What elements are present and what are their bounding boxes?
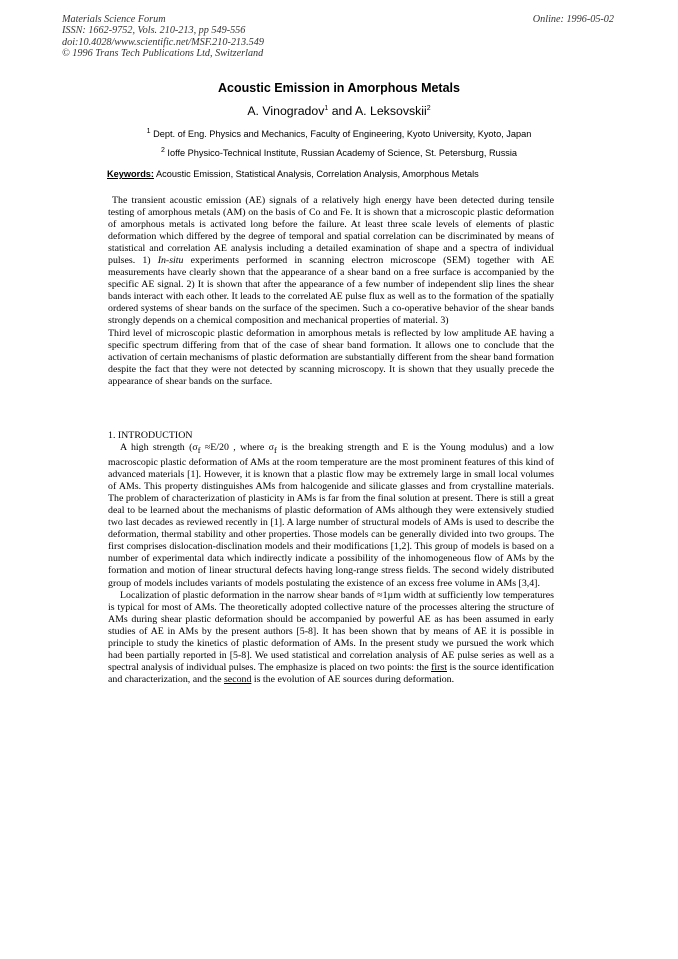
section-heading: 1. INTRODUCTION — [108, 430, 193, 441]
abstract-insitu: In-situ — [157, 255, 184, 267]
journal-name: Materials Science Forum — [62, 14, 166, 25]
abstract-text-2: experiments performed in scanning electron microscope (SEM) together with AE measurements have clearly shown that the appearance of a shear band on a free surface is accompanied by the specific AE signal. 2) It is shown that after the appearance of a few number of independent slip lines the shear bands interact with each other. It leads to the correlated AE pulse flux as well as to the formation of the spatially ordered systems of shear bands on the surface of the specimen. Such a co-operative behavior of the shear bands strongly depends on a chemical composition and mechanical properties of material. 3) — [108, 255, 554, 327]
keywords-label: Keywords: — [107, 169, 154, 179]
affiliation-1 — [0, 128, 678, 139]
keywords-line — [107, 169, 479, 179]
online-date: Online: 1996-05-02 — [532, 14, 614, 25]
author-1: A. Vinogradov — [247, 104, 325, 118]
journal-header — [62, 14, 392, 60]
intro-first-word: first — [431, 661, 447, 673]
intro-p1-text-b: ≈E/20 , where σ — [200, 442, 274, 454]
author-1-affil-mark: 1 — [324, 104, 329, 112]
abstract-paragraph-1 — [108, 195, 554, 328]
intro-p2-text-c: is the evolution of AE sources during deformation. — [251, 673, 455, 685]
intro-p2-text-b: is the source identification and characterization, and the — [108, 661, 554, 685]
sigma-sub-2: f — [274, 446, 277, 456]
affiliation-2 — [0, 147, 678, 158]
keywords-list: Acoustic Emission, Statistical Analysis, Correlation Analysis, Amorphous Metals — [153, 169, 479, 179]
abstract-paragraph-2: Third level of microscopic plastic deformation in amorphous metals is reflected by low amplitude AE having a specific spectrum differing from that of the case of shear band formation. It allows one to conclude that the activation of certain mechanisms of plastic deformation are substantially different from the shear band formation despite the fact that they were not detected by scanning microscopy. It is shown that they usually precede the appearance of shear bands on the surface. — [108, 327, 554, 387]
sigma-sub-1: f — [197, 446, 201, 456]
affil-1-mark: 1 — [146, 128, 151, 135]
intro-second-word: second — [223, 673, 252, 685]
affil-1-text: Dept. of Eng. Physics and Mechanics, Faculty of Engineering, Kyoto University, Kyoto, Japan — [150, 129, 532, 140]
paper-title: Acoustic Emission in Amorphous Metals — [218, 81, 460, 95]
abstract-text-1: The transient acoustic emission (AE) signals of a relatively high energy have been detected during tensile testing of amorphous metals (AM) on the basis of Co and Fe. It is shown that a microscopic plastic deformation of amorphous metals is activated long before the failure. At least three scale levels of elements of plastic deformation which differed by the degree of temporal and spatial correlation can be discriminated by means of statistical and correlation AE analysis including a detailed examination of shape and a spectra of individual pulses. 1) — [108, 195, 554, 267]
copyright-line: © 1996 Trans Tech Publications Ltd, Switzerland — [62, 48, 264, 60]
abstract — [108, 195, 554, 388]
author-2-affil-mark: 2 — [426, 104, 431, 112]
intro-paragraph-2 — [108, 590, 554, 686]
issn-line: ISSN: 1662-9752, Vols. 210-213, pp 549-556 — [62, 25, 246, 37]
affil-2-text: Ioffe Physico-Technical Institute, Russian Academy of Science, St. Petersburg, Russia — [164, 148, 518, 159]
author-conjunction: and — [328, 104, 355, 118]
author-2: A. Leksovskii — [354, 104, 427, 118]
affil-2-mark: 2 — [160, 147, 165, 154]
intro-p2-text-a: Localization of plastic deformation in the narrow shear bands of ≈1µm width at sufficiently low temperatures is typical for most of AMs. The theoretically adopted collective nature of the processes altering the structure of AMs during shear plastic deformation should be accompanied by powerful AE as has been assumed in early studies of AE in AMs by the present authors [5-8]. It has been shown that by means of AE it is possible in principle to study the kinetics of plastic deformation of AMs. In the present study we pursued the work which had been partially reported in [5-8]. We used statistical and correlation analysis of AE pulse series as well as a spectral analysis of individual pulses. The emphasize is placed on two points: the — [108, 589, 554, 673]
intro-paragraph-1 — [108, 442, 554, 590]
intro-p1-text-a: A high strength (σ — [120, 442, 198, 454]
intro-p1-text-c: is the breaking strength and E is the Young modulus) and a low macroscopic plastic deformation of AMs at the room temperature are the most prominent features of this kind of advanced materials [1]. However, it is known that a plastic flow may be extremely large in small local volumes of AMs. This property distinguishes AMs from halcogenide and silicate glasses and from crystalline materials. The problem of characterization of plasticity in AMs is far from the final solution at present. There is still a great deal to be learned about the mechanisms of plastic deformation of AMs although they were extensively studied two last decades as reviewed recently in [1]. A large number of structural models of AMs is used to describe the deformation, thermal stability and other properties. Those models can be generally divided into two groups. The first comprises dislocation-disclination models and their modifications [1,2]. This group of models is based on a number of experimental data which indirectly indicate a possibility of the inhomogeneous flow of AMs by the formation and motion of linear structural defects having long-range stress fields. The second widely distributed group of models includes variants of models postulating the existence of an excess free volume in AMs [3,4]. — [108, 442, 554, 589]
introduction-section — [108, 430, 554, 686]
author-line — [0, 104, 678, 118]
doi-line[interactable]: doi:10.4028/www.scientific.net/MSF.210-213.549 — [62, 36, 264, 48]
